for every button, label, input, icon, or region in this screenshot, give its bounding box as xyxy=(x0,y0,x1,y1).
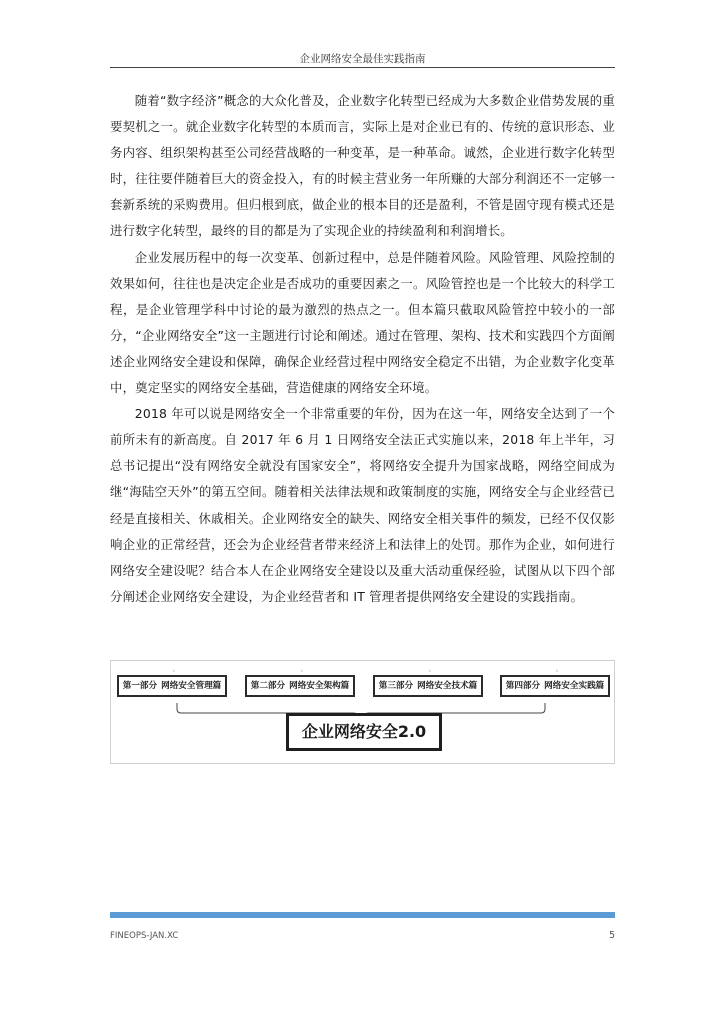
part-box-3 xyxy=(373,668,483,697)
paragraph-2: 企业发展历程中的每一次变革、创新过程中，总是伴随着风险。风险管理、风险控制的效果如何，往往也是决定企业是否成功的重要因素之一。风险管控也是一个比较大的科学工程，是企业管理学科中讨论的最为激烈的热点之一。但本篇只截取风险管控中较小的一部分，“企业网络安全”这一主题进行讨论和阐述。通过在管理、架构、技术和实践四个方面阐述企业网络安全建设和保障，确保企业经营过程中网络安全稳定不出错，为企业数字化变革中，奠定坚实的网络安全基础，营造健康的网络安全环境。 xyxy=(110,249,615,396)
part-name: 网络安全管理篇 xyxy=(161,681,222,691)
footer-bar xyxy=(110,912,615,918)
part-number: 第一部分 xyxy=(122,681,158,691)
paragraph-1: 随着“数字经济”概念的大众化普及，企业数字化转型已经成为大多数企业借势发展的重要契机之一。就企业数字化转型的本质而言，实际上是对企业已有的、传统的意识形态、业务内容、组织架构甚至公司经营战略的一种变革，是一种革命。诚然，企业进行数字化转型时，往往要伴随着巨大的资金投入，有的时候主营业务一年所赚的大部分利润还不一定够一套新系统的采购费用。但归根到底，做企业的根本目的还是盈利，不管是固守现有模式还是进行数字化转型，最终的目的都是为了实现企业的持续盈利和利润增长。 xyxy=(110,93,615,239)
paragraph-3: 2018 年可以说是网络安全一个非常重要的年份，因为在这一年，网络安全达到了一个前所未有的新高度。自 2017 年 6 月 1 日网络安全法正式实施以来，2018 年上半年，习总书记提出“没有网络安全就没有国家安全”，将网络安全提升为国家战略，网络空间成为继“海陆空天外”的第五空间。随着相关法律法规和政策制度的实施，网络安全与企业经营已经是直接相关、休戚相关。企业网络安全的缺失、网络安全相关事件的频发，已经不仅仅影响企业的正常经营，还会为企业经营者带来经济上和法律上的处罚。那作为企业，如何进行网络安全建设呢？结合本人在企业网络安全建设以及重大活动重保经验，试图从以下四个部分阐述企业网络安全建设，为企业经营者和 IT 管理者提供网络安全建设的实践指南。 xyxy=(110,406,615,604)
part-name: 网络安全实践篇 xyxy=(544,681,605,691)
part-number: 第二部分 xyxy=(250,681,286,691)
center-title-box: 企业网络安全2.0 xyxy=(286,713,442,751)
running-header-title: 企业网络安全最佳实践指南 xyxy=(299,53,426,65)
body-text xyxy=(110,88,615,610)
part-name: 网络安全架构篇 xyxy=(289,681,350,691)
marker-icon: ◦ xyxy=(172,668,176,675)
marker-icon: ◦ xyxy=(428,668,432,675)
footer-label: FINEOPS-JAN.XC xyxy=(110,931,179,941)
part-number: 第四部分 xyxy=(505,681,541,691)
page-number: 5 xyxy=(608,930,615,941)
parts-row xyxy=(117,668,610,701)
structure-figure xyxy=(110,660,615,764)
part-number: 第三部分 xyxy=(378,681,414,691)
part-box-1 xyxy=(117,668,227,697)
marker-icon: ◦ xyxy=(555,668,559,675)
part-box-4 xyxy=(500,668,610,697)
part-name: 网络安全技术篇 xyxy=(417,681,478,691)
header-divider xyxy=(110,67,615,68)
part-box-2 xyxy=(245,668,355,697)
marker-icon: ◦ xyxy=(300,668,304,675)
